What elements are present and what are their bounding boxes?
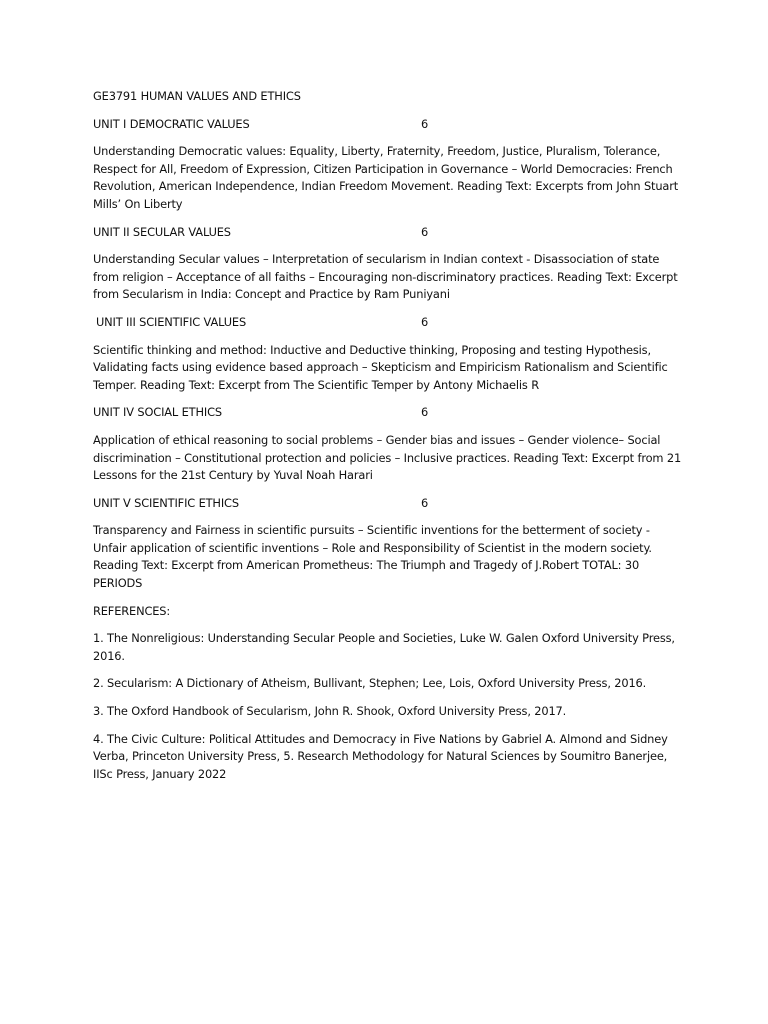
unit-4-hours: 6 xyxy=(421,405,429,420)
unit-3-description: Scientific thinking and method: Inductive and Deductive thinking, Proposing and testing Hypothesis, Validating facts using evidence based approach – Skepticism and Empiricism Rationalism and Scientific Temper. Reading Text: Excerpt from The Scientific Temper by Antony Michaelis R xyxy=(93,342,668,392)
reference-item: 3. The Oxford Handbook of Secularism, John R. Shook, Oxford University Press, 2017. xyxy=(93,704,567,719)
reference-item: 2. Secularism: A Dictionary of Atheism, Bullivant, Stephen; Lee, Lois, Oxford University Press, 2016. xyxy=(93,676,647,691)
reference-item: 1. The Nonreligious: Understanding Secular People and Societies, Luke W. Galen Oxford University Press, 2016. xyxy=(93,631,675,663)
unit-2-hours: 6 xyxy=(421,224,429,239)
unit-5-header xyxy=(93,495,683,513)
unit-5-description: Transparency and Fairness in scientific pursuits – Scientific inventions for the betterment of society - Unfair application of scientific inventions – Role and Responsibility of Scientist in the modern society. Reading Text: Excerpt from American Prometheus: The Triumph and Tragedy of J.Robert TOTAL: 30 PERIODS xyxy=(93,523,652,591)
unit-4-header xyxy=(93,404,683,422)
reference-item: 4. The Civic Culture: Political Attitudes and Democracy in Five Nations by Gabriel A. Almond and Sidney Verba, Princeton University Press, 5. Research Methodology for Natural Sciences by Soumitro Banerjee, IISc Press, January 2022 xyxy=(93,731,668,781)
unit-2-header xyxy=(93,224,683,242)
unit-1-description: Understanding Democratic values: Equality, Liberty, Fraternity, Freedom, Justice, Pluralism, Tolerance, Respect for All, Freedom of Expression, Citizen Participation in Governance – World Democracies: French Revolution, American Independence, Indian Freedom Movement. Reading Text: Excerpts from John Stuart Mills’ On Liberty xyxy=(93,144,679,211)
unit-2-description: Understanding Secular values – Interpretation of secularism in Indian context - Disassociation of state from religion – Acceptance of all faiths – Encouraging non-discriminatory practices. Reading Text: Excerpt from Secularism in India: Concept and Practice by Ram Puniyani xyxy=(93,252,678,302)
unit-3-header xyxy=(93,314,683,332)
course-title: GE3791 HUMAN VALUES AND ETHICS xyxy=(93,89,301,103)
document-page xyxy=(93,88,683,793)
unit-1-title: UNIT I DEMOCRATIC VALUES xyxy=(93,116,250,131)
unit-5-hours: 6 xyxy=(421,495,429,510)
unit-4-title: UNIT IV SOCIAL ETHICS xyxy=(93,405,222,420)
unit-1-header xyxy=(93,116,683,134)
unit-3-title: UNIT III SCIENTIFIC VALUES xyxy=(96,314,247,329)
references-heading: REFERENCES: xyxy=(93,603,171,618)
unit-3-hours: 6 xyxy=(421,314,429,329)
unit-2-title: UNIT II SECULAR VALUES xyxy=(93,224,231,239)
unit-5-title: UNIT V SCIENTIFIC ETHICS xyxy=(93,495,239,510)
unit-4-description: Application of ethical reasoning to social problems – Gender bias and issues – Gender violence– Social discrimination – Constitutional protection and policies – Inclusive practices. Reading Text: Excerpt from 21 Lessons for the 21st Century by Yuval Noah Harari xyxy=(93,432,682,483)
unit-1-hours: 6 xyxy=(421,116,429,131)
